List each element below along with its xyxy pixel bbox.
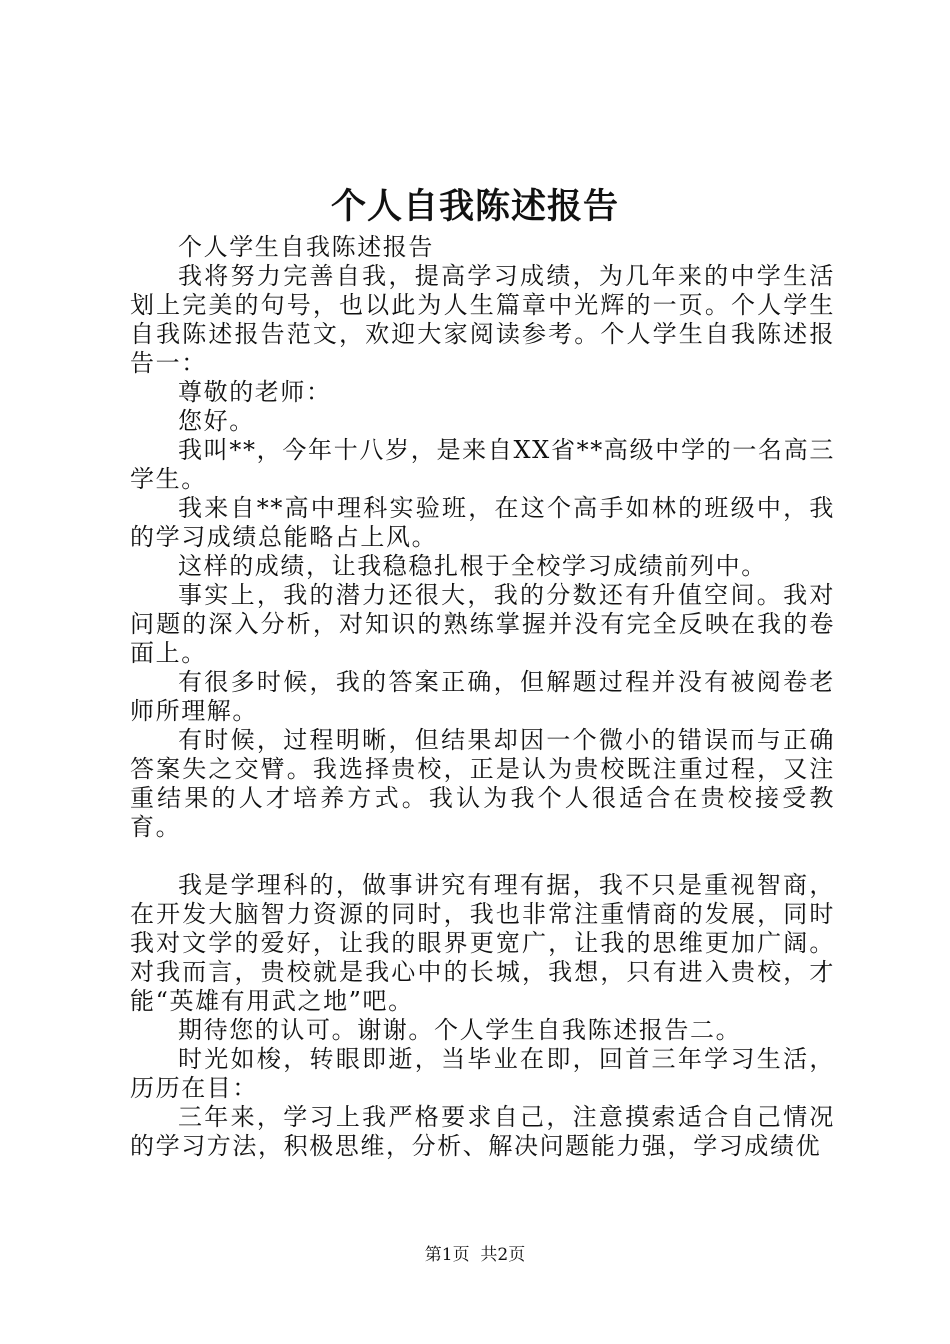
- paragraph-study: 三年来，学习上我严格要求自己，注意摸索适合自己情况的学习方法，积极思维，分析、解决问题能力强，学习成绩优: [130, 1103, 835, 1160]
- document-title: 个人自我陈述报告: [330, 186, 619, 227]
- paragraph-subtitle: 个人学生自我陈述报告: [178, 233, 434, 261]
- paragraph-closing: 期待您的认可。谢谢。个人学生自我陈述报告二。: [178, 1016, 742, 1044]
- paragraph-ranking: 这样的成绩，让我稳稳扎根于全校学习成绩前列中。: [178, 552, 767, 580]
- paragraph-salutation: 尊敬的老师：: [178, 378, 332, 406]
- paragraph-greeting: 您好。: [178, 407, 255, 435]
- paragraph-answers: 有很多时候，我的答案正确，但解题过程并没有被阅卷老师所理解。: [130, 668, 835, 725]
- paragraph-report-two-intro: 时光如梭，转眼即逝，当毕业在即，回首三年学习生活，历历在目：: [130, 1045, 835, 1102]
- document-body: [130, 233, 835, 1161]
- paragraph-class: 我来自**高中理科实验班，在这个高手如林的班级中，我的学习成绩总能略占上风。: [130, 494, 835, 551]
- paragraph-choice: 有时候，过程明晰，但结果却因一个微小的错误而与正确答案失之交臂。我选择贵校，正是认为贵校既注重过程，又注重结果的人才培养方式。我认为我个人很适合在贵校接受教育。: [130, 726, 835, 841]
- page-number-footer: 第1页 共2页: [424, 1245, 526, 1265]
- paragraph-self-intro: 我叫**，今年十八岁，是来自XX省**高级中学的一名高三学生。: [130, 436, 835, 493]
- paragraph-intro: 我将努力完善自我，提高学习成绩，为几年来的中学生活划上完美的句号，也以此为人生篇章中光辉的一页。个人学生自我陈述报告范文，欢迎大家阅读参考。个人学生自我陈述报告一：: [130, 262, 835, 377]
- paragraph-science: 我是学理科的，做事讲究有理有据，我不只是重视智商，在开发大脑智力资源的同时，我也非常注重情商的发展，同时我对文学的爱好，让我的眼界更宽广，让我的思维更加广阔。对我而言，贵校就是我心中的长城，我想，只有进入贵校，才能“英雄有用武之地”吧。: [130, 871, 835, 1015]
- paragraph-potential: 事实上，我的潜力还很大，我的分数还有升值空间。我对问题的深入分析，对知识的熟练掌握并没有完全反映在我的卷面上。: [130, 581, 835, 667]
